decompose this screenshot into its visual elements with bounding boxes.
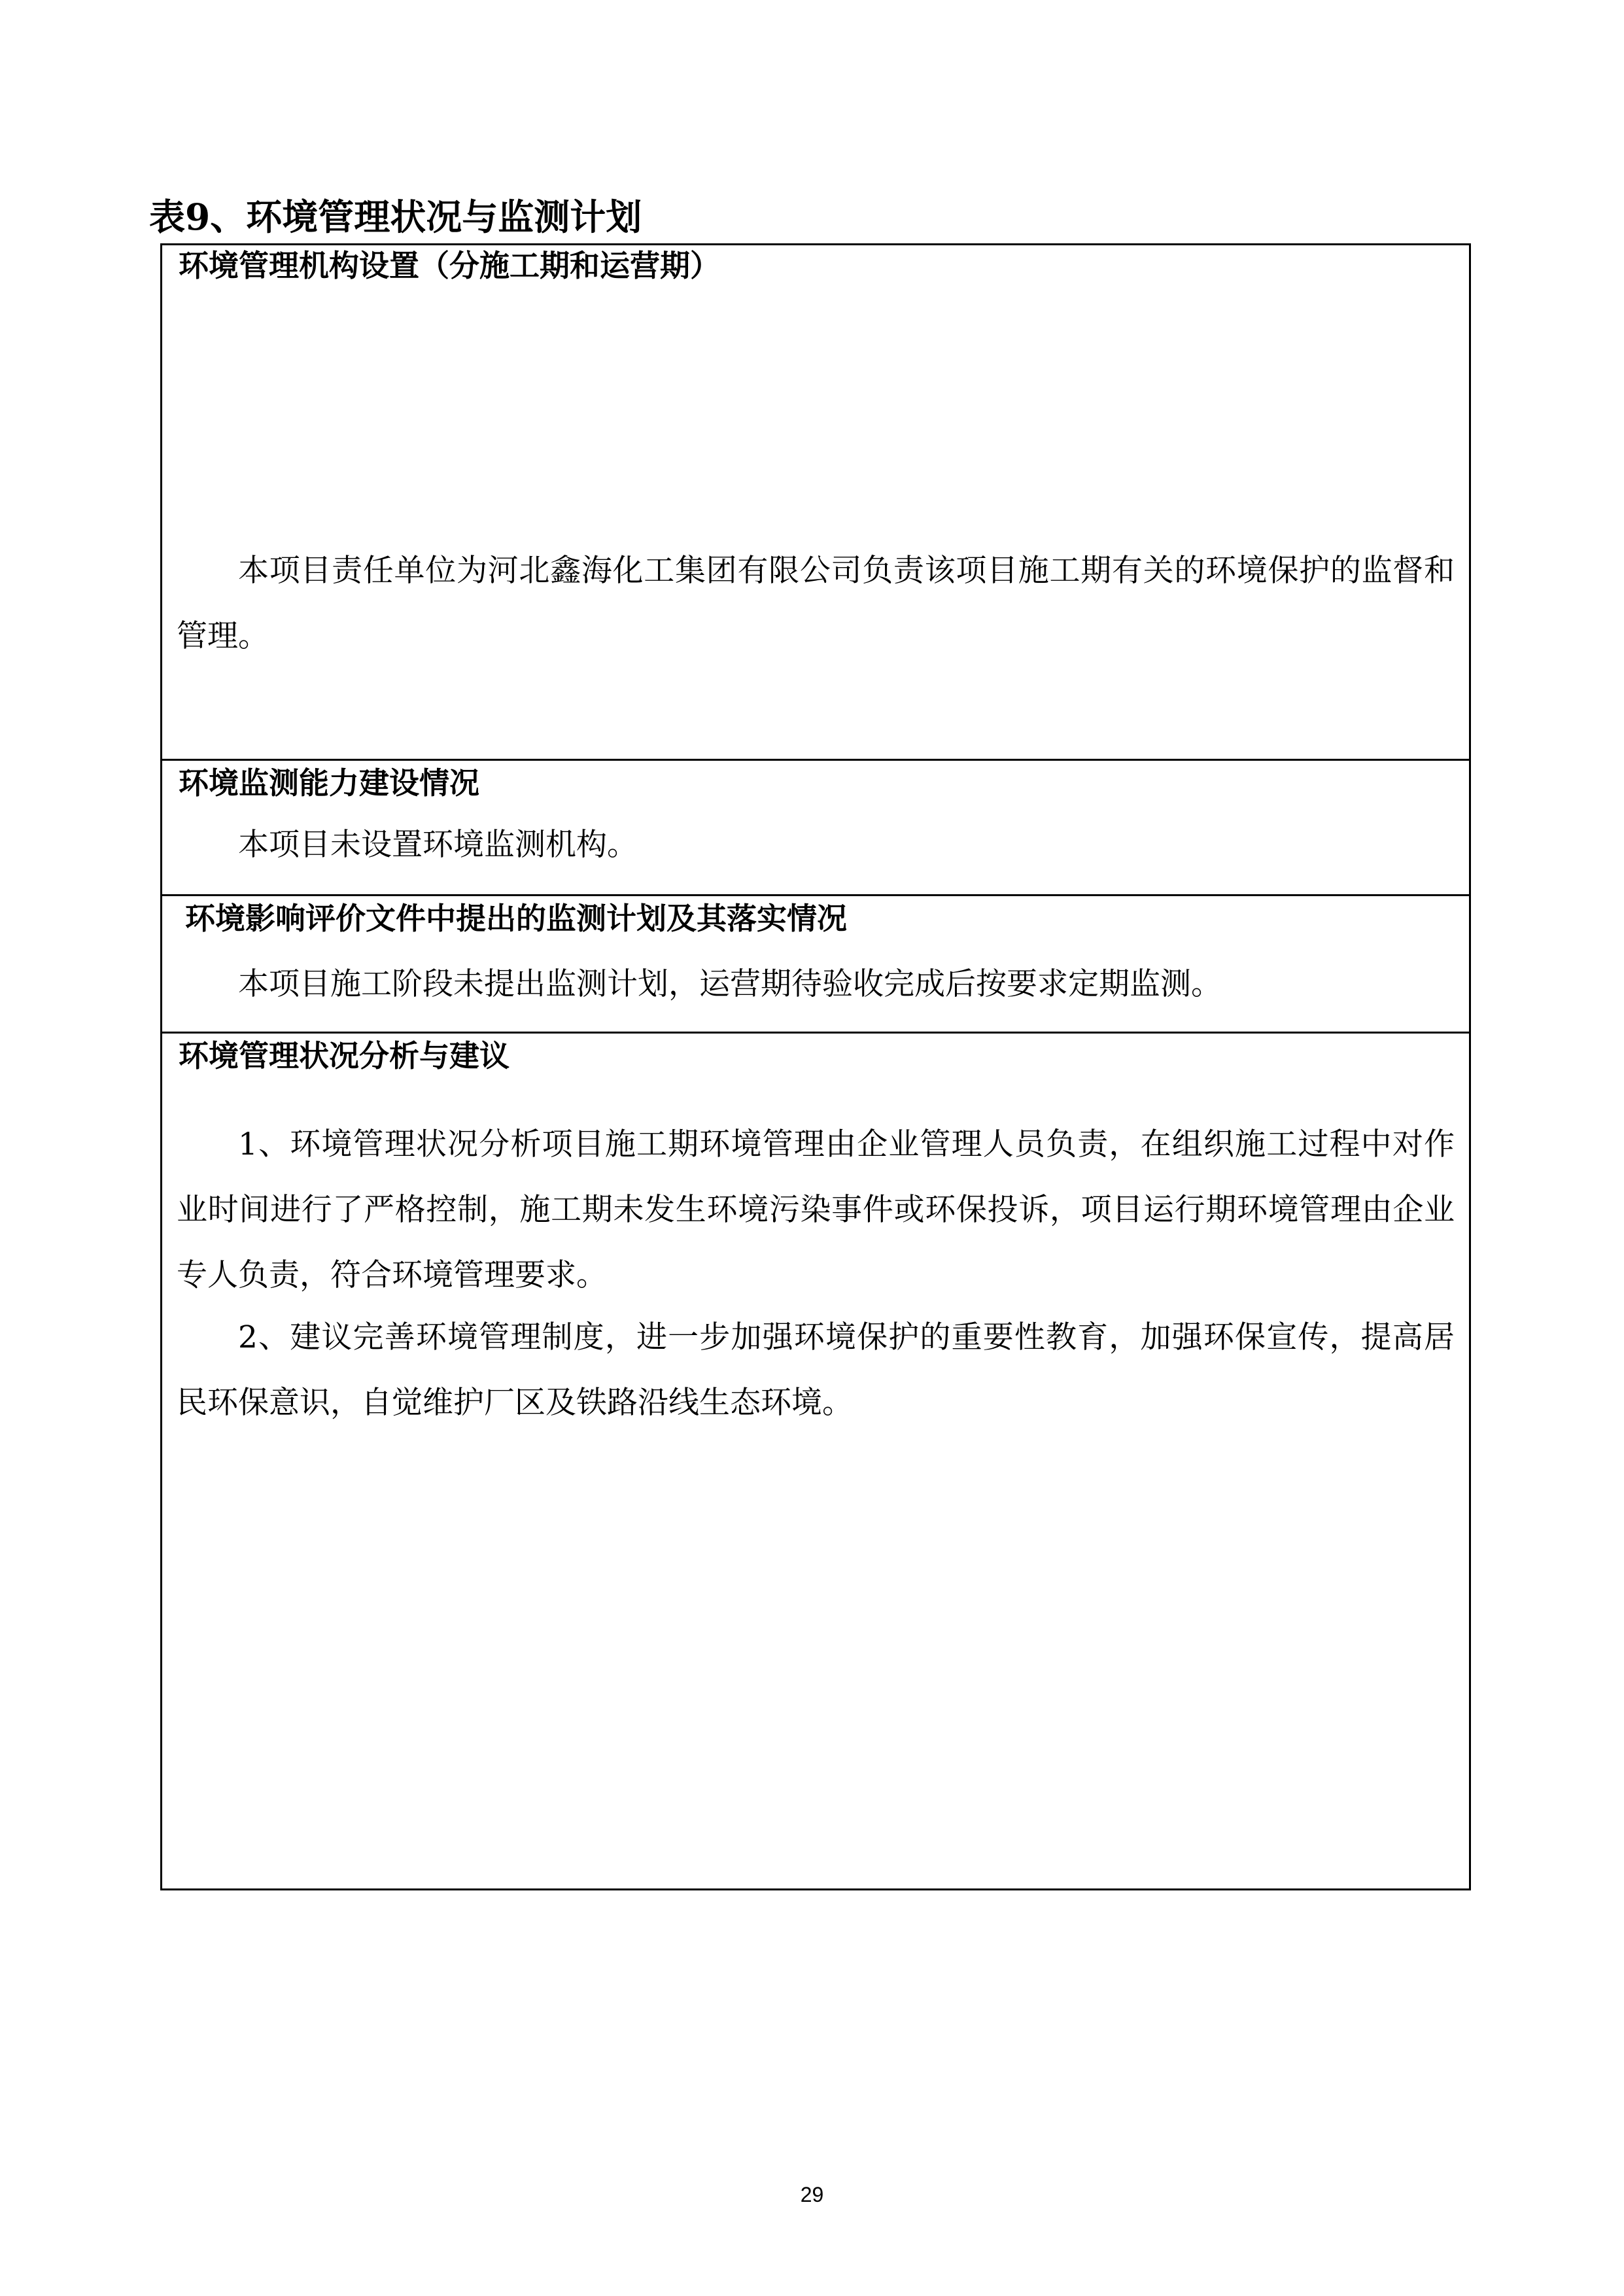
section-monitoring-plan — [160, 896, 1471, 1034]
section-heading: 环境管理机构设置（分施工期和运营期） — [179, 248, 720, 283]
section-paragraph: 本项目未设置环境监测机构。 — [238, 827, 638, 863]
section-heading: 环境监测能力建设情况 — [179, 765, 479, 801]
section-paragraph: 本项目责任单位为河北鑫海化工集团有限公司负责该项目施工期有关的环境保护的监督和管理。 — [177, 553, 1455, 654]
section-paragraph: 1、环境管理状况分析项目施工期环境管理由企业管理人员负责，在组织施工过程中对作业时间进行了严格控制，施工期未发生环境污染事件或环保投诉，项目运行期环境管理由企业专人负责，符合环境管理要求。 — [177, 1126, 1455, 1293]
section-management-organization — [160, 243, 1471, 761]
page-number: 29 — [800, 2183, 824, 2206]
section-analysis-suggestions — [160, 1034, 1471, 1890]
section-heading: 环境管理状况分析与建议 — [179, 1038, 510, 1073]
section-heading: 环境影响评价文件中提出的监测计划及其落实情况 — [185, 901, 847, 936]
table-title: 表9、环境管理状况与监测计划 — [149, 196, 642, 238]
section-paragraph: 2、建议完善环境管理制度，进一步加强环境保护的重要性教育，加强环保宣传，提高居民环保意识，自觉维护厂区及铁路沿线生态环境。 — [177, 1319, 1455, 1421]
section-paragraph: 本项目施工阶段未提出监测计划，运营期待验收完成后按要求定期监测。 — [238, 966, 1222, 1002]
section-monitoring-capability — [160, 761, 1471, 896]
